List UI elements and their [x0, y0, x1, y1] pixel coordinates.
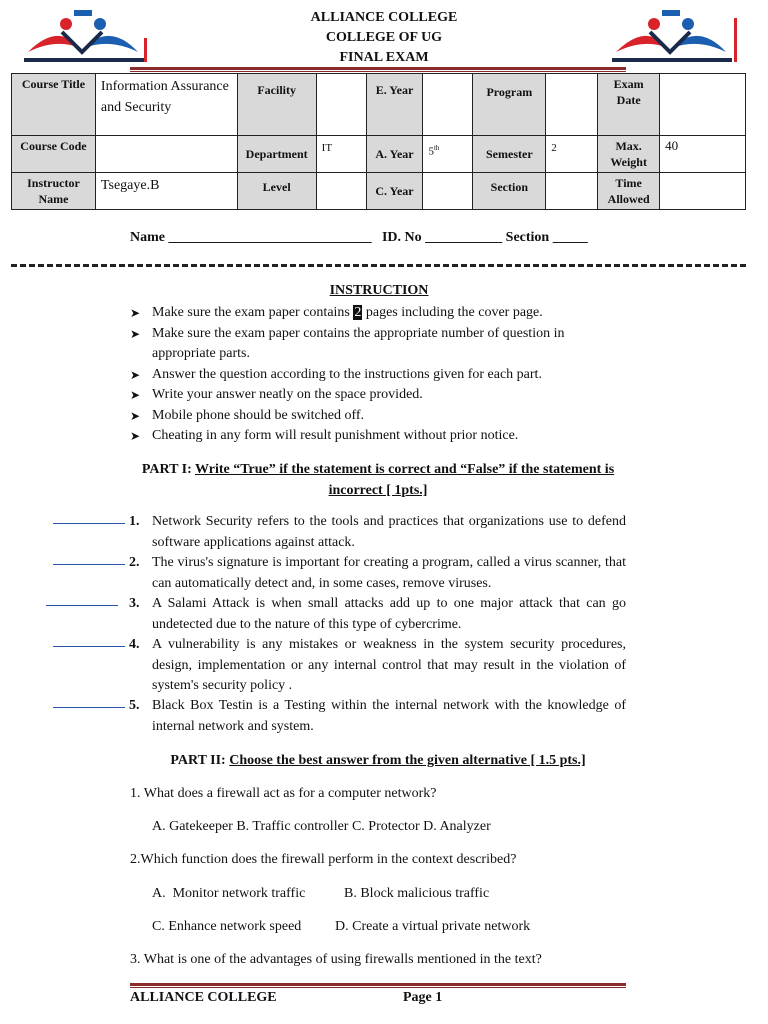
answer-blank[interactable]	[53, 523, 125, 524]
instruction-item: ➤ Write your answer neatly on the space provided.	[130, 385, 630, 406]
question-1: 1. What does a firewall act as for a computer network?	[130, 786, 437, 801]
instruction-item: ➤ Answer the question according to the instructions given for each part.	[130, 365, 630, 386]
arrow-bullet-icon: ➤	[130, 429, 141, 443]
course-title-label: Course Title	[12, 74, 96, 136]
instructor-value: Tsegaye.B	[95, 173, 237, 210]
arrow-bullet-icon: ➤	[130, 408, 141, 423]
max-weight-value: 40	[660, 136, 746, 173]
true-false-item: 2. The virus's signature is important for creating a program, called a virus scanner, that can automatically detect and, in some cases, remove viruses.	[0, 553, 640, 595]
instruction-list	[130, 303, 630, 447]
question-3: 3. What is one of the advantages of using firewalls mentioned in the text?	[130, 952, 542, 967]
part1-heading: PART I: Write “True” if the statement is correct and “False” if the statement is incorrect [ 1pts.]	[141, 462, 615, 498]
c-year-value	[423, 173, 473, 210]
answer-blank[interactable]	[53, 707, 125, 708]
question-2: 2.Which function does the firewall perform in the context described?	[130, 852, 517, 867]
c-year-label: C. Year	[366, 173, 423, 210]
page-number: Page 1	[403, 990, 443, 1005]
question-1-options: A. Gatekeeper B. Traffic controller C. Protector D. Analyzer	[152, 819, 491, 834]
question-2-option-c: C. Enhance network speed	[152, 919, 302, 934]
department-value: IT	[316, 136, 366, 173]
instruction-item: ➤ Make sure the exam paper contains 2 pages including the cover page.	[130, 303, 630, 324]
section-value	[546, 173, 598, 210]
course-code-value	[95, 136, 237, 173]
exam-date-value	[660, 74, 746, 136]
true-false-item: 1. Network Security refers to the tools and practices that organizations use to defend software applications against attack.	[0, 512, 640, 554]
college-logo-left	[18, 8, 150, 66]
instructor-label: Instructor Name	[12, 173, 96, 210]
facility-label: Facility	[237, 74, 316, 136]
course-title-value: Information Assurance and Security	[95, 74, 237, 136]
exam-date-label: Exam Date	[598, 74, 660, 136]
question-2-option-b: B. Block malicious traffic	[344, 886, 490, 901]
instruction-item: ➤ Mobile phone should be switched off.	[130, 406, 630, 427]
part2-heading: PART II: Choose the best answer from the given alternative [ 1.5 pts.]	[170, 753, 586, 768]
exam-header	[250, 8, 518, 68]
true-false-item: 5. Black Box Testin is a Testing within the internal network with the knowledge of internal network and system.	[0, 696, 640, 738]
course-info-table	[11, 73, 746, 210]
answer-blank[interactable]	[53, 646, 125, 647]
arrow-bullet-icon: ➤	[130, 367, 141, 382]
facility-value	[316, 74, 366, 136]
true-false-item: 4. A vulnerability is any mistakes or weakness in the system security procedures, design, implementation or any internal control that may result in the violation of system's security policy .	[0, 635, 640, 697]
student-name-id-line: Name _____________________________ ID. No ___________ Section _____	[130, 230, 588, 245]
footer-rule-thin	[130, 987, 626, 988]
highlighted-page-count: 2	[354, 305, 362, 320]
e-year-value	[423, 74, 473, 136]
course-code-label: Course Code	[12, 136, 96, 173]
time-allowed-label: Time Allowed	[598, 173, 660, 210]
answer-blank[interactable]	[46, 605, 118, 606]
program-label: Program	[473, 74, 546, 136]
instruction-item: ➤ Make sure the exam paper contains the appropriate number of question in appropriate parts.	[130, 325, 565, 361]
arrow-bullet-icon: ➤	[130, 326, 141, 341]
question-2-option-d: D. Create a virtual private network	[335, 919, 531, 934]
header-rule-thin	[130, 71, 626, 72]
footer-rule	[130, 983, 626, 986]
header-rule	[130, 67, 626, 70]
semester-value: 2	[546, 136, 598, 173]
level-label: Level	[237, 173, 316, 210]
question-2-option-a: A. Monitor network traffic	[152, 886, 306, 901]
department-label: Department	[237, 136, 316, 173]
answer-blank[interactable]	[53, 564, 125, 565]
a-year-value: 5th	[423, 136, 473, 173]
instruction-title: INSTRUCTION	[329, 283, 429, 298]
program-value	[546, 74, 598, 136]
semester-label: Semester	[473, 136, 546, 173]
college-logo-right	[606, 8, 738, 66]
e-year-label: E. Year	[366, 74, 423, 136]
college-name: ALLIANCE COLLEGE	[310, 10, 458, 25]
a-year-label: A. Year	[366, 136, 423, 173]
level-value	[316, 173, 366, 210]
arrow-bullet-icon: ➤	[130, 306, 141, 320]
true-false-item: 3. A Salami Attack is when small attacks add up to one major attack that can go undetected due to the nature of this type of cybercrime.	[0, 594, 640, 636]
time-allowed-value	[660, 173, 746, 210]
instruction-item: ➤ Cheating in any form will result punishment without prior notice.	[130, 426, 630, 447]
college-unit: COLLEGE OF UG	[325, 30, 443, 45]
footer-college-name: ALLIANCE COLLEGE	[130, 990, 277, 1005]
max-weight-label: Max. Weight	[598, 136, 660, 173]
section-label: Section	[473, 173, 546, 210]
arrow-bullet-icon: ➤	[130, 388, 141, 402]
exam-title: FINAL EXAM	[339, 50, 429, 65]
cut-line	[11, 264, 746, 267]
